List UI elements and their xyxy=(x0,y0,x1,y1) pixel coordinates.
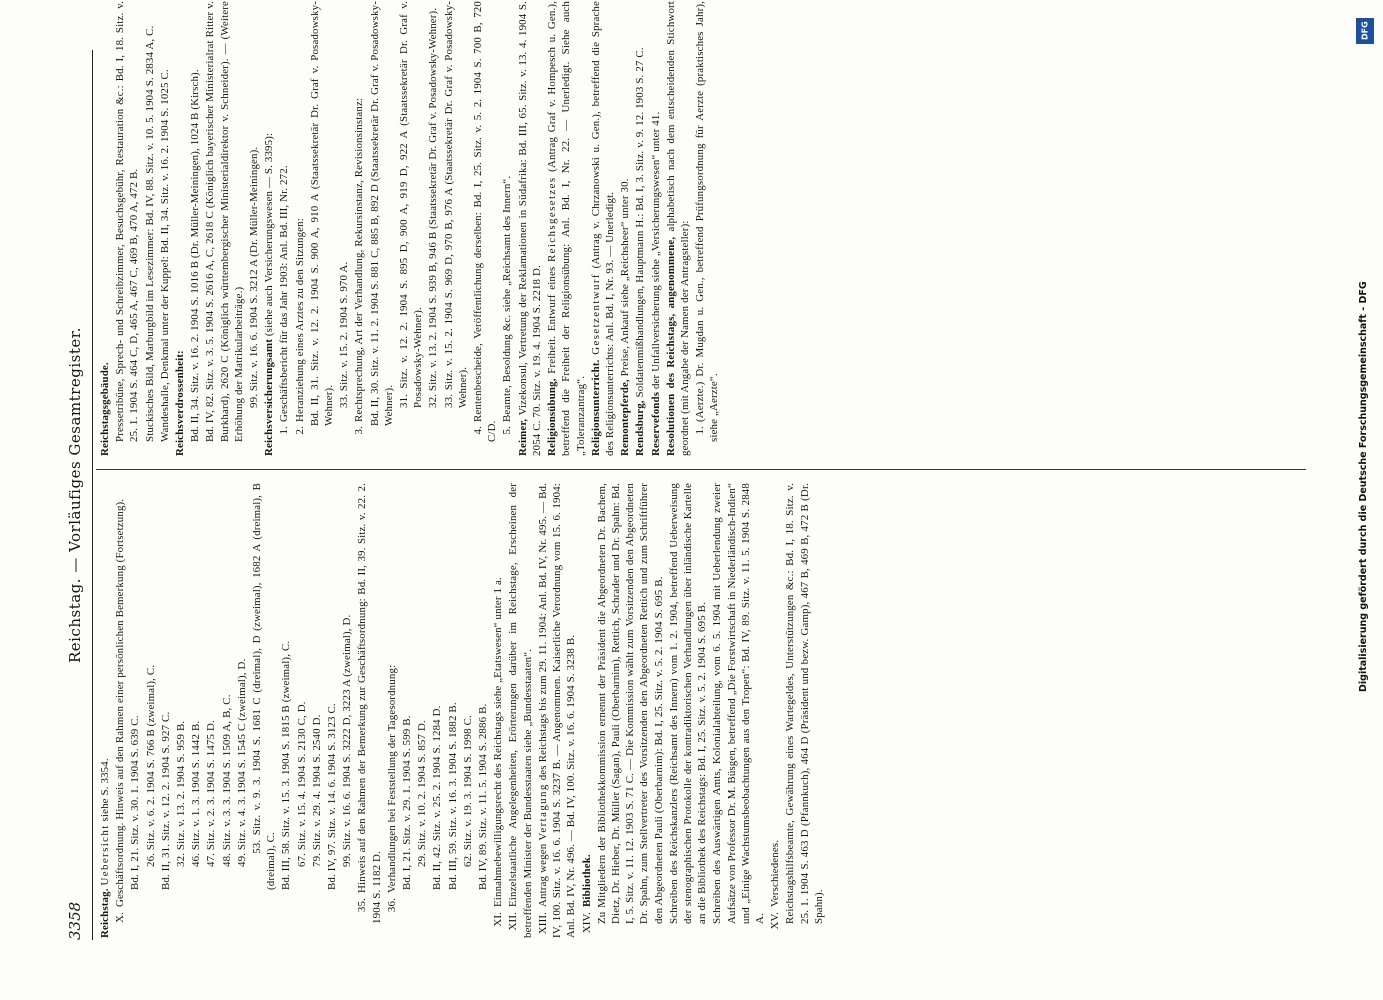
index-entry: Bd. III, 59. Sitz. v. 16. 3. 1904 S. 1882 B. xyxy=(446,702,459,890)
index-entry: Reichsverdrossenheit: xyxy=(174,350,187,456)
index-entry: XIII.Antrag wegen Vertagung des Reichstags bis zum 29. 11. 1904: Anl. Bd. IV, Nr. 495. — Bd. IV, 100. Sitz. v. 16. 6. 1904 S. 3237 B. — Angenommen. Kaiserliche Verordnung vom 15. 6. 1904: Anl. Bd. IV, Nr. 496. — Bd. IV, 100. Sitz. v. 16. 6. 1904 S. 3238 B. xyxy=(536,483,578,938)
index-entry: Bd. II, 34. Sitz. v. 16. 2. 1904 S. 1016 B (Dr. Müller-Meiningen), 1024 B (Kirsch). xyxy=(189,69,202,442)
index-entry: 99. Sitz. v. 16. 6. 1904 S. 3212 A (Dr. Müller-Meiningen). xyxy=(248,146,261,408)
index-entry: 5.Beamte, Besoldung &c. siehe „Reichsamt des Innern“. xyxy=(501,175,514,435)
index-entry: Bd. III, 58. Sitz. v. 15. 3. 1904 S. 1815 B (zweimal), C. xyxy=(280,640,293,890)
index-entry: 99. Sitz. v. 16. 6. 1904 S. 3222 D, 3223 A (zweimal), D. xyxy=(341,614,354,890)
index-entry: Religionsübung, Freiheit. Entwurf eines Reichsgesetzes (Antrag Graf v. Hompesch u. Gen.), betreffend die Freiheit der Religionsübung: Anl. Bd. I, Nr. 22. — Unerledigt. Siehe auch „Toleranzantrag“. xyxy=(546,1,587,456)
credit-text: Digitalisierung gefördert durch die Deutsche Forschungsgemeinschaft - DFG xyxy=(1358,281,1369,692)
index-entry: 36.Verhandlungen bei Feststellung der Tagesordnung: xyxy=(385,664,398,913)
index-entry: Reichstag. Uebersicht siehe S. 3354. xyxy=(99,758,111,938)
index-entry: Reichstagshilfsbeamte, Gewährung eines Wartegeldes, Unterstützungen &c.: Bd. I, 18. Sitz. v. 25. 1. 1904 S. 463 D (Pfannkuch), 464 D (Präsident und bezw. Gamp), 467 B, 469 B, 472 B (Dr. Spahn). xyxy=(784,483,825,924)
index-entry: 62. Sitz. v. 19. 3. 1904 S. 1998 C. xyxy=(461,715,474,890)
page-title: Reichstag. — Vorläufiges Gesamtregister. xyxy=(66,326,84,664)
index-entry: Bd. II, 42. Sitz. v. 25. 2. 1904 S. 1284 D. xyxy=(431,705,444,890)
index-entry: 35.Hinweis auf den Rahmen der Bemerkung zur Geschäftsordnung: Bd. II, 39. Sitz. v. 22. 2. 1904 S. 1182 D. xyxy=(356,483,383,924)
index-entry: 47. Sitz. v. 2. 3. 1904 S. 1475 D. xyxy=(205,720,218,890)
index-entry: 79. Sitz. v. 29. 4. 1904 S. 2540 D. xyxy=(310,714,323,890)
header-rule xyxy=(92,50,93,940)
index-entry: Reichsversicherungsamt (siehe auch Versicherungswesen — S. 3395): xyxy=(263,132,276,456)
index-entry: Pressetribüne, Sprech- und Schreibzimmer, Besuchsgebühr, Restauration &c.: Bd. I, 18. Sitz. v. 25. 1. 1904 S. 464 C, D, 465 A, 467 C, 469 B, 470 A, 472 B. xyxy=(114,1,141,442)
column-divider xyxy=(96,469,1306,470)
index-entry: 31. Sitz. v. 12. 2. 1904 S. 895 D, 900 A, 919 D, 922 A (Staatssekretär Dr. Graf v. Posadowsky-Wehner). xyxy=(398,1,425,408)
index-entry: Schreiben des Reichskanzlers (Reichsamt des Innern) vom 1. 2. 1904, betreffend Ueberweisung der stenographischen Protokolle der kontradiktorischen Verhandlungen über inländische Kartelle an die Bibliothek des Reichstags: Bd. I, 25. Sitz. v. 5. 2. 1904 S. 695 B. xyxy=(667,483,709,924)
index-entry: 2.Heranziehung eines Arztes zu den Sitzungen: xyxy=(293,218,306,435)
index-entry: Bd. IV, 97. Sitz. v. 14. 6. 1904 S. 3123 C. xyxy=(326,703,339,890)
index-entry: 33. Sitz. v. 15. 2. 1904 S. 970 A. xyxy=(338,261,351,408)
index-entry: Bd. II, 31. Sitz. v. 12. 2. 1904 S. 927 C. xyxy=(159,711,172,890)
digitization-credit xyxy=(1352,10,1380,990)
index-entry: 1.(Aerzte.) Dr. Mugdan u. Gen., betreffend Prüfungsordnung für Aerzte (praktisches Jahr), siehe „Aerzte“. xyxy=(694,1,721,442)
index-entry: 32. Sitz. v. 13. 2. 1904 S. 939 B, 946 B (Staatssekretär Dr. Graf v. Posadowsky-Wehner). xyxy=(427,7,440,408)
index-entry: Bd. I, 21. Sitz. v. 29. 1. 1904 S. 599 B. xyxy=(401,715,414,890)
running-header xyxy=(66,50,90,940)
left-column xyxy=(98,483,827,938)
index-entry: 33. Sitz. v. 15. 2. 1904 S. 969 D, 970 B, 976 A (Staatssekretär Dr. Graf v. Posadowsky-Wehner). xyxy=(442,1,469,408)
index-entry: 29. Sitz. v. 10. 2. 1904 S. 857 D. xyxy=(416,720,429,890)
index-entry: X.Geschäftsordnung. Hinweis auf den Rahmen einer persönlichen Bemerkung (Fortsetzung). xyxy=(114,498,127,923)
index-entry: Stuckisches Bild, Marburgbild im Lesezimmer: Bd. IV, 88. Sitz. v. 10. 5. 1904 S. 2834 A, C. xyxy=(143,25,156,442)
index-entry: Remontepferde, Preise, Ankauf siehe „Reichsheer“ unter 30. xyxy=(619,178,632,456)
right-column xyxy=(98,1,723,456)
index-entry: Reservefonds der Unfallversicherung siehe „Versicherungswesen“ unter 41. xyxy=(649,111,662,456)
index-entry: 26. Sitz. v. 6. 2. 1904 S. 766 B (zweimal), C. xyxy=(144,664,157,890)
index-entry: Bd. IV, 89. Sitz. v. 11. 5. 1904 S. 2886 B. xyxy=(477,703,490,890)
dfg-logo: DFG xyxy=(1356,18,1374,44)
index-entry: Zu Mitgliedern der Bibliothekkommission ernennt der Präsident die Abgeordneten Dr. Bachem, Dietz, Dr. Hieber, Dr. Müller (Sagan), Pauli (Oberbarnim), Rettich, Schrader und Dr. Spahn: Bd. I, 5. Sitz. v. 11. 12. 1903 S. 71 C. — Die Kommission wählt zum Vorsitzenden den Abgeordneten Dr. Spahn, zum Stellvertreter des Vorsitzenden den Abgeordneten Rettich und zum Schriftführer den Abgeordneten Pauli (Oberbarnim): Bd. I, 25. Sitz. v. 5. 2. 1904 S. 695 B. xyxy=(595,483,665,924)
index-entry: 49. Sitz. v. 4. 3. 1904 S. 1545 C (zweimal), D. xyxy=(235,658,248,890)
index-entry: 67. Sitz. v. 15. 4. 1904 S. 2130 C, D. xyxy=(295,701,308,890)
index-entry: XII.Einzelstaatliche Angelegenheiten, Erörterungen darüber im Reichstage, Erscheinen der betreffenden Minister der Bundesstaaten siehe „Bundesstaaten“. xyxy=(507,483,534,938)
index-entry: Resolutionen des Reichstags, angenommene, alphabetisch nach dem entscheidenden Stichwort geordnet (mit Angabe der Namen der Antragsteller): xyxy=(664,1,691,456)
index-entry: 3.Rechtsprechung, Art der Verhandlung, Rekursinstanz, Revisionsinstanz: xyxy=(353,97,366,435)
index-entry: 1.Geschäftsbericht für das Jahr 1903: Anl. Bd. III, Nr. 272. xyxy=(278,165,291,435)
index-entry: XV.Verschiedenes. xyxy=(769,839,782,930)
index-entry: 46. Sitz. v. 1. 3. 1904 S. 1442 B. xyxy=(190,720,203,890)
index-entry: Religionsunterricht. Gesetzentwurf (Antrag v. Chrzanowski u. Gen.), betreffend die Sprache des Religionsunterrichts: Anl. Bd. I, Nr. 93. — Unerledigt. xyxy=(589,0,616,456)
index-entry: Bd. II, 31. Sitz. v. 12. 2. 1904 S. 900 A, 910 A (Staatssekretär Dr. Graf v. Posadowsky-Wehner). xyxy=(308,1,336,426)
index-entry: 32. Sitz. v. 13. 2. 1904 S. 959 B. xyxy=(175,720,188,890)
index-entry: Reimer, Vizekonsul, Vertretung der Reklamationen in Südafrika: Bd. III, 65. Sitz. v. 13. 4. 1904 S. 2054 C. 70. Sitz. v. 19. 4. 1904 S. 2218 D. xyxy=(516,1,543,456)
index-entry: Bd. I, 21. Sitz. v. 30. 1. 1904 S. 639 C. xyxy=(129,715,142,890)
index-entry: Bd. II, 30. Sitz. v. 11. 2. 1904 S. 881 C, 885 B, 892 D (Staatssekretär Dr. Graf v. Posadowsky-Wehner). xyxy=(368,1,395,426)
index-entry: Reichstagsgebäude. xyxy=(99,362,111,456)
index-entry: 48. Sitz. v. 3. 3. 1904 S. 1509 A, B, C. xyxy=(220,694,233,890)
index-entry: XIV.Bibliothek. xyxy=(580,854,593,934)
index-entry: Schreiben des Auswärtigen Amts, Kolonialabteilung, vom 6. 5. 1904 mit Ueberlendung zweier Aufsätze von Professor Dr. M. Büsgen, betreffend „Die Forstwirtschaft in Niederländisch-Indien“ und „Einige Wachstumsbeobachtungen aus den Tropen“: Bd. IV, 89. Sitz. v. 11. 5. 1904 S. 2848 A. xyxy=(711,483,766,924)
page-number: 3358 xyxy=(66,901,84,940)
index-entry: Rendsburg, Soldatenmißhandlungen, Hauptmann H.: Bd. I, 3. Sitz. v. 9. 12. 1903 S. 27 C. xyxy=(634,47,647,456)
index-entry: Bd. IV, 82. Sitz. v. 3. 5. 1904 S. 2616 A, C, 2618 C (Königlich bayerischer Ministerialrat Ritter v. Burkhard), 2620 C (Königlich württembergischer Ministerialdirektor v. Schneider). — (Weitere Erhöhung der Matrikularbeiträge.) xyxy=(204,1,245,442)
index-entry: Wandeshalle, Denkmal unter der Kuppel: Bd. II, 34. Sitz. v. 16. 2. 1904 S. 1025 C. xyxy=(158,69,171,442)
index-entry: 53. Sitz. v. 9. 3. 1904 S. 1681 C (dreimal), D (zweimal), 1682 A (dreimal), B (dreimal), C. xyxy=(251,483,278,890)
index-entry: XI.Einnahmebewilligungsrecht des Reichstags siehe „Etatswesen“ unter 1 a. xyxy=(492,577,505,927)
index-entry: 4.Rentenbescheide, Veröffentlichung derselben: Bd. I, 25. Sitz. v. 5. 2. 1904 S. 700 B, 720 C/D. xyxy=(472,1,499,442)
